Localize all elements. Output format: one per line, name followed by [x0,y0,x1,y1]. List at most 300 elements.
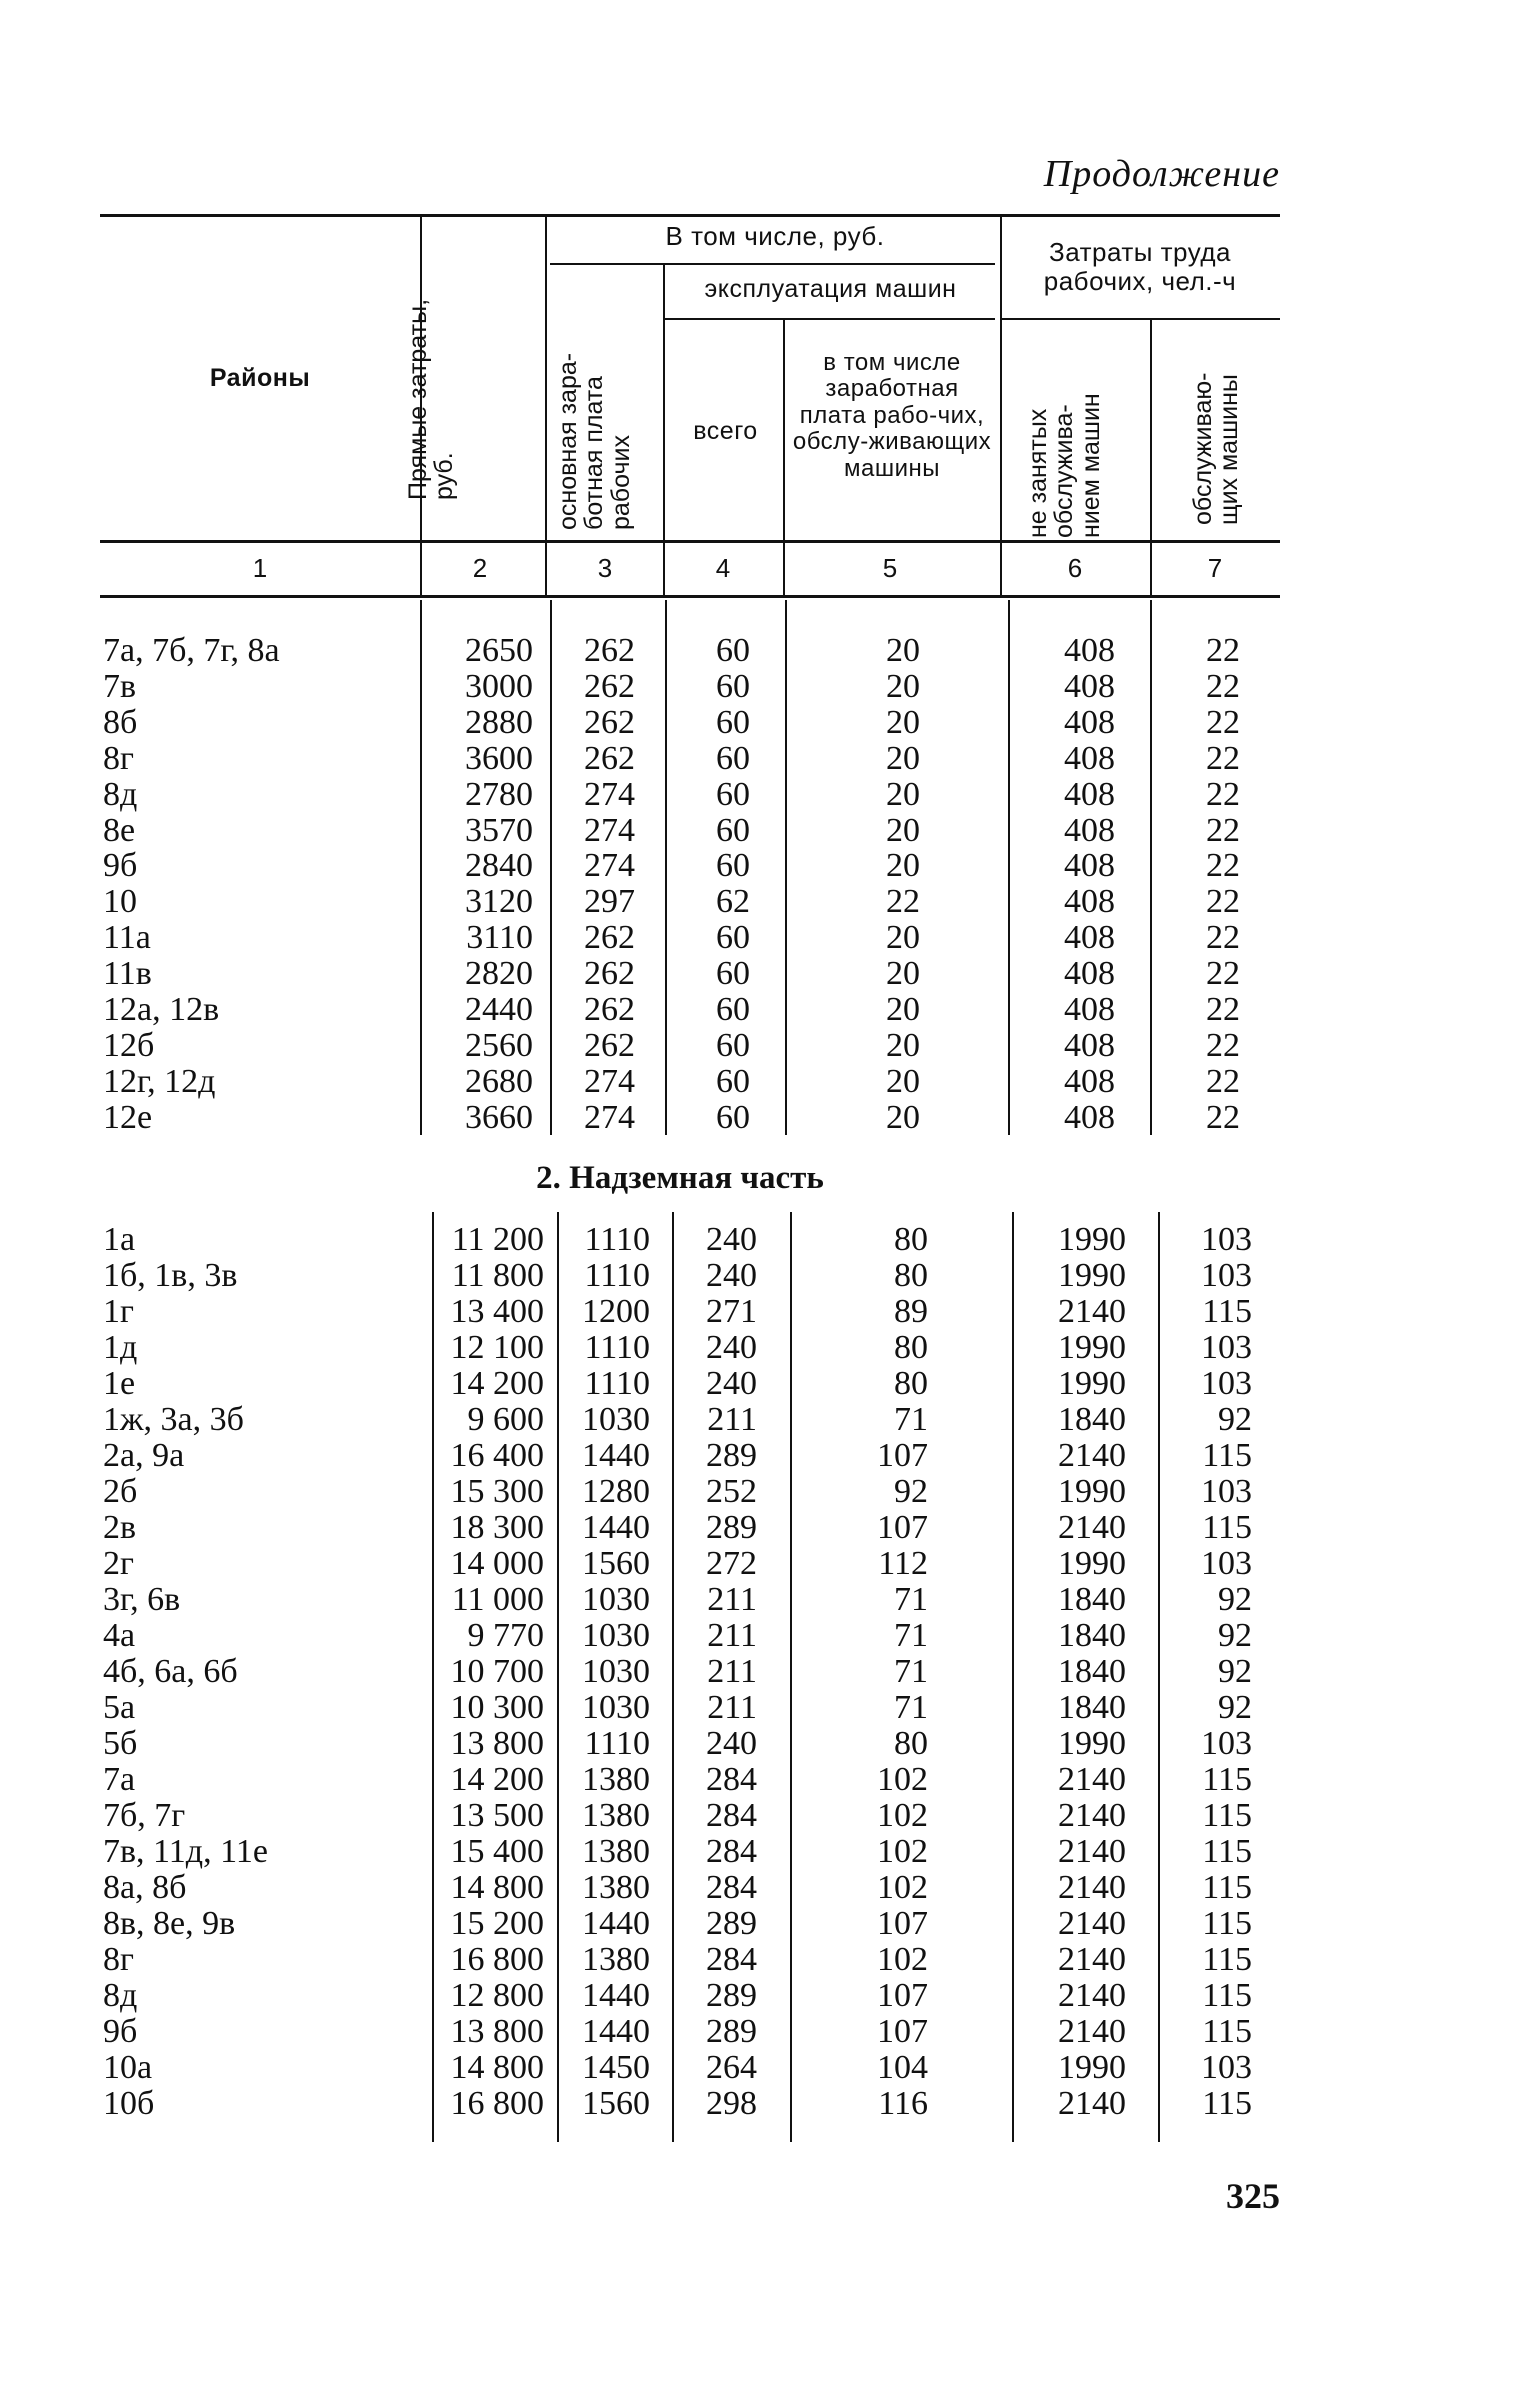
value-cell-col7: 103 [1201,1545,1252,1582]
district-cell: 2а, 9а [103,1437,185,1474]
value-cell-col5: 22 [886,883,920,920]
value-cell-col4: 211 [707,1581,757,1618]
value-cell-col3: 1110 [584,1365,650,1402]
value-cell-col5: 107 [877,1977,928,2014]
value-cell-col7: 115 [1202,1797,1252,1834]
s2-vline-1 [432,1212,434,2142]
value-cell-col4: 271 [706,1293,757,1330]
value-cell-col4: 284 [706,1941,757,1978]
header-not-machine: не занятых обслужива- нием машин [1024,393,1105,538]
value-cell-col3: 262 [584,1027,635,1064]
value-cell-col7: 115 [1202,1509,1252,1546]
district-cell: 12г, 12д [103,1063,216,1100]
value-cell-col2: 3000 [465,668,533,705]
value-cell-col6: 1840 [1058,1581,1126,1618]
value-cell-col6: 1840 [1058,1401,1126,1438]
district-cell: 10б [103,2085,155,2122]
value-cell-col2: 3570 [465,812,533,849]
value-cell-col6: 408 [1064,812,1115,849]
value-cell-col3: 274 [584,776,635,813]
value-cell-col5: 20 [886,632,920,669]
value-cell-col5: 20 [886,991,920,1028]
section2-title: 2. Надземная часть [536,1160,824,1196]
value-cell-col7: 115 [1202,1941,1252,1978]
value-cell-col7: 115 [1202,1905,1252,1942]
value-cell-col7: 92 [1218,1689,1252,1726]
district-cell: 5б [103,1725,138,1762]
district-cell: 1е [103,1365,136,1402]
value-cell-col7: 22 [1206,740,1240,777]
value-cell-col5: 102 [877,1833,928,1870]
value-cell-col2: 11 200 [451,1221,544,1258]
value-cell-col7: 103 [1201,1221,1252,1258]
district-cell: 7в, 11д, 11е [103,1833,268,1870]
s1-vline-2 [550,600,552,1135]
value-cell-col6: 408 [1064,1027,1115,1064]
value-cell-col7: 92 [1218,1653,1252,1690]
district-cell: 7а [103,1761,136,1798]
value-cell-col7: 103 [1201,1473,1252,1510]
value-cell-col3: 1030 [582,1689,650,1726]
header-vline-3 [663,263,665,595]
value-cell-col6: 2140 [1058,1293,1126,1330]
district-cell: 7а, 7б, 7г, 8а [103,632,280,669]
header-vline-5 [1000,214,1002,595]
value-cell-col5: 80 [894,1329,928,1366]
header-including: В том числе, руб. [665,221,885,251]
value-cell-col5: 107 [877,2013,928,2050]
value-cell-col3: 262 [584,704,635,741]
value-cell-col4: 60 [716,632,750,669]
value-cell-col2: 14 000 [450,1545,544,1582]
value-cell-col5: 107 [877,1509,928,1546]
s2-vline-3 [672,1212,674,2142]
district-cell: 9б [103,847,138,884]
district-cell: 8б [103,704,138,741]
value-cell-col7: 22 [1206,991,1240,1028]
value-cell-col7: 22 [1206,1027,1240,1064]
value-cell-col4: 60 [716,668,750,705]
value-cell-col5: 20 [886,704,920,741]
value-cell-col5: 20 [886,955,920,992]
value-cell-col2: 2880 [465,704,533,741]
district-cell: 11а [103,919,151,956]
value-cell-col5: 20 [886,847,920,884]
value-cell-col3: 262 [584,919,635,956]
district-cell: 5а [103,1689,136,1726]
value-cell-col7: 115 [1202,1437,1252,1474]
value-cell-col5: 107 [877,1437,928,1474]
colnum-5: 5 [882,553,898,583]
value-cell-col6: 2140 [1058,1833,1126,1870]
value-cell-col5: 71 [894,1617,928,1654]
value-cell-col3: 1030 [582,1653,650,1690]
header-total: всего [693,417,758,445]
value-cell-col3: 1200 [582,1293,650,1330]
value-cell-col7: 103 [1201,1329,1252,1366]
value-cell-col5: 102 [877,1941,928,1978]
value-cell-col6: 2140 [1058,1905,1126,1942]
value-cell-col2: 2650 [465,632,533,669]
s1-vline-6 [1150,600,1152,1135]
value-cell-col2: 2680 [465,1063,533,1100]
value-cell-col6: 1990 [1058,1257,1126,1294]
value-cell-col2: 13 800 [450,2013,544,2050]
district-cell: 8г [103,1941,134,1978]
value-cell-col6: 408 [1064,1099,1115,1136]
colnum-3: 3 [597,553,613,583]
value-cell-col2: 12 100 [450,1329,544,1366]
value-cell-col6: 1840 [1058,1689,1126,1726]
value-cell-col2: 11 000 [451,1581,544,1618]
value-cell-col7: 115 [1202,1293,1252,1330]
value-cell-col5: 20 [886,1099,920,1136]
value-cell-col6: 2140 [1058,1797,1126,1834]
value-cell-col6: 1990 [1058,1365,1126,1402]
value-cell-col7: 22 [1206,668,1240,705]
value-cell-col5: 20 [886,776,920,813]
value-cell-col4: 211 [707,1617,757,1654]
value-cell-col3: 1380 [582,1797,650,1834]
value-cell-col3: 297 [584,883,635,920]
value-cell-col2: 12 800 [450,1977,544,2014]
running-header: Продолжение [1043,153,1280,195]
value-cell-col6: 1990 [1058,1221,1126,1258]
header-vline-2 [545,214,547,595]
value-cell-col6: 408 [1064,740,1115,777]
value-cell-col4: 60 [716,1063,750,1100]
value-cell-col4: 211 [707,1653,757,1690]
value-cell-col2: 13 500 [450,1797,544,1834]
value-cell-col6: 408 [1064,632,1115,669]
value-cell-col4: 240 [706,1221,757,1258]
value-cell-col4: 60 [716,847,750,884]
district-cell: 1д [103,1329,138,1366]
district-cell: 4б, 6а, 6б [103,1653,238,1690]
value-cell-col3: 1560 [582,2085,650,2122]
district-cell: 8г [103,740,134,777]
district-cell: 8а, 8б [103,1869,187,1906]
value-cell-col7: 103 [1201,1725,1252,1762]
value-cell-col2: 13 800 [450,1725,544,1762]
value-cell-col3: 1440 [582,1437,650,1474]
value-cell-col3: 262 [584,740,635,777]
s2-vline-4 [790,1212,792,2142]
district-cell: 1б, 1в, 3в [103,1257,238,1294]
value-cell-col3: 274 [584,1099,635,1136]
value-cell-col6: 1990 [1058,1473,1126,1510]
value-cell-col3: 262 [584,668,635,705]
value-cell-col5: 80 [894,1257,928,1294]
value-cell-col6: 2140 [1058,2013,1126,2050]
district-cell: 10 [103,883,137,920]
value-cell-col3: 274 [584,847,635,884]
value-cell-col4: 272 [706,1545,757,1582]
value-cell-col6: 2140 [1058,1941,1126,1978]
value-cell-col4: 289 [706,1977,757,2014]
value-cell-col4: 60 [716,776,750,813]
value-cell-col5: 20 [886,1027,920,1064]
district-cell: 12а, 12в [103,991,220,1028]
value-cell-col5: 104 [877,2049,928,2086]
value-cell-col7: 115 [1202,1761,1252,1798]
value-cell-col2: 14 200 [450,1761,544,1798]
value-cell-col4: 289 [706,1905,757,1942]
value-cell-col6: 1990 [1058,1545,1126,1582]
value-cell-col2: 11 800 [451,1257,544,1294]
value-cell-col4: 284 [706,1797,757,1834]
value-cell-col3: 1110 [584,1257,650,1294]
value-cell-col2: 2820 [465,955,533,992]
header-bottom-rule [100,540,1280,543]
value-cell-col4: 60 [716,919,750,956]
value-cell-col2: 15 200 [450,1905,544,1942]
value-cell-col4: 211 [707,1689,757,1726]
value-cell-col7: 115 [1202,2013,1252,2050]
value-cell-col7: 22 [1206,632,1240,669]
value-cell-col2: 9 770 [467,1617,544,1654]
value-cell-col5: 89 [894,1293,928,1330]
colnum-2: 2 [472,553,488,583]
value-cell-col7: 22 [1206,955,1240,992]
colnum-1: 1 [252,553,268,583]
s1-vline-3 [665,600,667,1135]
value-cell-col4: 240 [706,1329,757,1366]
district-cell: 10а [103,2049,153,2086]
value-cell-col6: 408 [1064,955,1115,992]
value-cell-col6: 1990 [1058,1725,1126,1762]
value-cell-col2: 16 800 [450,1941,544,1978]
value-cell-col5: 20 [886,812,920,849]
value-cell-col4: 211 [707,1401,757,1438]
value-cell-col7: 22 [1206,704,1240,741]
value-cell-col6: 408 [1064,847,1115,884]
colnum-bottom-rule [100,595,1280,598]
value-cell-col4: 252 [706,1473,757,1510]
colnum-6: 6 [1067,553,1083,583]
value-cell-col5: 102 [877,1797,928,1834]
value-cell-col7: 115 [1202,1977,1252,2014]
value-cell-col3: 262 [584,955,635,992]
value-cell-col4: 60 [716,812,750,849]
value-cell-col5: 71 [894,1581,928,1618]
s2-vline-2 [557,1212,559,2142]
district-cell: 1г [103,1293,134,1330]
value-cell-col3: 1110 [584,1725,650,1762]
value-cell-col6: 2140 [1058,1437,1126,1474]
value-cell-col4: 60 [716,955,750,992]
district-cell: 12б [103,1027,155,1064]
value-cell-col3: 1560 [582,1545,650,1582]
value-cell-col4: 60 [716,991,750,1028]
district-cell: 8в, 8е, 9в [103,1905,236,1942]
value-cell-col3: 262 [584,991,635,1028]
value-cell-col6: 2140 [1058,1761,1126,1798]
value-cell-col3: 1110 [584,1329,650,1366]
value-cell-col6: 408 [1064,1063,1115,1100]
value-cell-col3: 1440 [582,1905,650,1942]
value-cell-col2: 3660 [465,1099,533,1136]
value-cell-col2: 13 400 [450,1293,544,1330]
value-cell-col5: 20 [886,668,920,705]
district-cell: 4а [103,1617,136,1654]
value-cell-col2: 2780 [465,776,533,813]
value-cell-col4: 60 [716,1027,750,1064]
value-cell-col5: 71 [894,1689,928,1726]
value-cell-col6: 408 [1064,883,1115,920]
district-cell: 2б [103,1473,138,1510]
including-rule [550,263,995,265]
value-cell-col7: 115 [1202,2085,1252,2122]
value-cell-col5: 92 [894,1473,928,1510]
value-cell-col3: 1450 [582,2049,650,2086]
machine-rule [665,318,995,320]
value-cell-col2: 15 400 [450,1833,544,1870]
district-cell: 2в [103,1509,137,1546]
district-cell: 8д [103,776,138,813]
value-cell-col2: 18 300 [450,1509,544,1546]
value-cell-col5: 20 [886,1063,920,1100]
value-cell-col5: 80 [894,1365,928,1402]
district-cell: 8д [103,1977,138,2014]
value-cell-col3: 1440 [582,2013,650,2050]
value-cell-col4: 298 [706,2085,757,2122]
value-cell-col3: 1380 [582,1941,650,1978]
value-cell-col7: 115 [1202,1869,1252,1906]
s1-vline-1 [420,600,422,1135]
value-cell-col5: 102 [877,1761,928,1798]
value-cell-col2: 2440 [465,991,533,1028]
value-cell-col2: 15 300 [450,1473,544,1510]
value-cell-col6: 408 [1064,991,1115,1028]
header-vline-6 [1150,318,1152,595]
value-cell-col2: 9 600 [467,1401,544,1438]
value-cell-col7: 22 [1206,1099,1240,1136]
value-cell-col3: 1380 [582,1869,650,1906]
value-cell-col2: 2840 [465,847,533,884]
value-cell-col3: 1440 [582,1977,650,2014]
header-incl-wage: в том числе заработная плата рабо-чих, обслу-живающих машины [792,349,992,482]
value-cell-col7: 22 [1206,919,1240,956]
value-cell-col5: 71 [894,1653,928,1690]
value-cell-col6: 2140 [1058,1977,1126,2014]
value-cell-col2: 16 400 [450,1437,544,1474]
header-direct-costs: Прямые затраты, руб. [404,298,459,500]
value-cell-col4: 60 [716,704,750,741]
header-districts: Районы [209,364,311,392]
value-cell-col3: 1030 [582,1401,650,1438]
value-cell-col2: 14 200 [450,1365,544,1402]
value-cell-col7: 103 [1201,2049,1252,2086]
value-cell-col6: 2140 [1058,1509,1126,1546]
value-cell-col5: 107 [877,1905,928,1942]
value-cell-col3: 1280 [582,1473,650,1510]
value-cell-col2: 3600 [465,740,533,777]
value-cell-col2: 16 800 [450,2085,544,2122]
value-cell-col6: 1840 [1058,1617,1126,1654]
value-cell-col4: 284 [706,1869,757,1906]
value-cell-col4: 62 [716,883,750,920]
value-cell-col5: 20 [886,740,920,777]
value-cell-col3: 274 [584,812,635,849]
value-cell-col4: 289 [706,1509,757,1546]
header-labor: Затраты труда рабочих, чел.-ч [1043,237,1237,296]
value-cell-col7: 22 [1206,1063,1240,1100]
value-cell-col7: 92 [1218,1581,1252,1618]
s2-vline-6 [1158,1212,1160,2142]
value-cell-col5: 112 [878,1545,928,1582]
value-cell-col4: 289 [706,2013,757,2050]
district-cell: 1ж, 3а, 3б [103,1401,244,1438]
value-cell-col4: 284 [706,1833,757,1870]
district-cell: 2г [103,1545,134,1582]
value-cell-col7: 92 [1218,1617,1252,1654]
district-cell: 1а [103,1221,136,1258]
value-cell-col6: 408 [1064,776,1115,813]
value-cell-col4: 284 [706,1761,757,1798]
value-cell-col7: 103 [1201,1365,1252,1402]
value-cell-col5: 20 [886,919,920,956]
page-number: 325 [1226,2176,1280,2216]
value-cell-col4: 264 [706,2049,757,2086]
value-cell-col5: 116 [878,2085,928,2122]
value-cell-col6: 1840 [1058,1653,1126,1690]
value-cell-col2: 10 700 [450,1653,544,1690]
table-top-rule [100,214,1280,217]
value-cell-col7: 115 [1202,1833,1252,1870]
colnum-7: 7 [1207,553,1223,583]
value-cell-col7: 22 [1206,847,1240,884]
value-cell-col7: 92 [1218,1401,1252,1438]
value-cell-col2: 14 800 [450,2049,544,2086]
value-cell-col7: 22 [1206,812,1240,849]
value-cell-col4: 60 [716,1099,750,1136]
value-cell-col6: 408 [1064,668,1115,705]
value-cell-col6: 2140 [1058,1869,1126,1906]
value-cell-col7: 103 [1201,1257,1252,1294]
value-cell-col3: 1440 [582,1509,650,1546]
district-cell: 9б [103,2013,138,2050]
header-base-wage: основная зара- ботная плата рабочих [554,352,635,530]
s1-vline-4 [785,600,787,1135]
value-cell-col5: 71 [894,1401,928,1438]
value-cell-col5: 80 [894,1221,928,1258]
value-cell-col6: 2140 [1058,2085,1126,2122]
value-cell-col5: 80 [894,1725,928,1762]
value-cell-col2: 3110 [466,919,533,956]
value-cell-col3: 1030 [582,1617,650,1654]
value-cell-col2: 3120 [465,883,533,920]
value-cell-col4: 240 [706,1257,757,1294]
colnum-4: 4 [715,553,731,583]
district-cell: 3г, 6в [103,1581,181,1618]
district-cell: 8е [103,812,136,849]
value-cell-col6: 1990 [1058,2049,1126,2086]
district-cell: 12е [103,1099,153,1136]
value-cell-col4: 289 [706,1437,757,1474]
value-cell-col3: 1380 [582,1761,650,1798]
value-cell-col2: 10 300 [450,1689,544,1726]
value-cell-col6: 408 [1064,919,1115,956]
value-cell-col5: 102 [877,1869,928,1906]
value-cell-col3: 1110 [584,1221,650,1258]
value-cell-col3: 1380 [582,1833,650,1870]
header-vline-4 [783,318,785,595]
district-cell: 7б, 7г [103,1797,186,1834]
district-cell: 11в [103,955,152,992]
header-machine-operation: эксплуатация машин [704,275,957,303]
s2-vline-5 [1012,1212,1014,2142]
